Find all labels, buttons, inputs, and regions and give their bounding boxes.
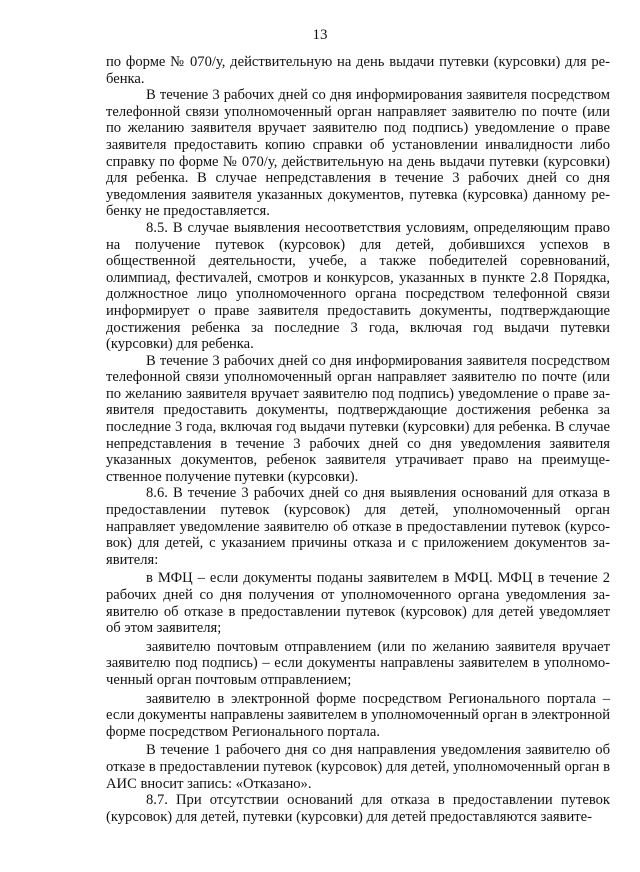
paragraph-8-5: 8.5. В случае выявления несоответствия условиям, определяющим право на получение путевок (курсовок) для детей, добившихся успехов в общественной деятельности, учебе, а также победителей соревнований, олимпиад, фестиvалей, смотров и конкурсов, указанных в пункте 2.8 Порядка, должностное лицо уполномоченного органа посредством телефонной связи информирует о праве заявителя предоставить документы, подтверждающие достижения ребенка за последние 3 года, включая год выдачи путевки (курсовки) для ребенка. <box>106 219 610 353</box>
paragraph: В течение 1 рабочего дня со дня направления уведомления заявителю об отказе в предоставлении путевок (курсовок) для детей, уполномоченный орган в АИС вносит запись: «Отказано». <box>106 742 610 792</box>
paragraph: В течение 3 рабочих дней со дня информирования заявителя посредством телефонной связи уполномоченный орган направляет заявителю по почте (или по желанию заявителя вручает заявителю под подпись) уведомление о праве заявителя предоставить копию справки об установлении инвалидности либо справку по форме № 070/у, действительную на день выдачи путевки (курсовки) для ребенка. В случае непредставления в течение 3 рабочих дней со дня уведомления заявителя указанных документов, путевка (курсовка) данному ребенку не предоставляется. <box>106 87 610 220</box>
page-body <box>106 54 610 825</box>
paragraph-8-7: 8.7. При отсутствии оснований для отказа в предоставлении путевок (курсовок) для детей, путевки (курсовки) для детей предоставляются заявите- <box>106 792 610 825</box>
paragraph-list-item-mfc: в МФЦ – если документы поданы заявителем в МФЦ. МФЦ в течение 2 рабочих дней со дня получения от уполномоченного органа уведомления заявителю об отказе в предоставлении путевок (курсовок) для детей уведомляет об этом заявителя; <box>106 570 610 637</box>
paragraph-8-6: 8.6. В течение 3 рабочих дней со дня выявления оснований для отказа в предоставлении путевок (курсовок) для детей, уполномоченный орган направляет уведомление заявителю об отказе в предоставлении путевок (курсовок) для детей, с указанием причины отказа и с приложением документов заявителя: <box>106 485 610 568</box>
paragraph: В течение 3 рабочих дней со дня информирования заявителя посредством телефонной связи уполномоченный орган направляет заявителю по почте (или по желанию заявителя вручает заявителю под подпись) уведомление о праве заявителя предоставить документы, подтверждающие достижения ребенка за последние 3 года, включая год выдачи путевки (курсовки) для ребенка. В случае непредставления в течение 3 рабочих дней со дня уведомления заявителя указанных документов, ребенок заявителя утрачивает право на преимущественное получение путевки (курсовки). <box>106 352 610 485</box>
page-number: 13 <box>312 27 328 43</box>
paragraph-list-item-post: заявителю почтовым отправлением (или по желанию заявителя вручает заявителю под подпись) – если документы направлены заявителем в уполномоченный орган почтовым отправлением; <box>106 638 610 688</box>
paragraph-list-item-portal: заявителю в электронной форме посредством Регионального портала – если документы направлены заявителем в уполномоченный орган в электронной форме посредством Регионального портала. <box>106 690 610 740</box>
paragraph-continuation: по форме № 070/у, действительную на день выдачи путевки (курсовки) для ребенка. <box>106 54 610 87</box>
